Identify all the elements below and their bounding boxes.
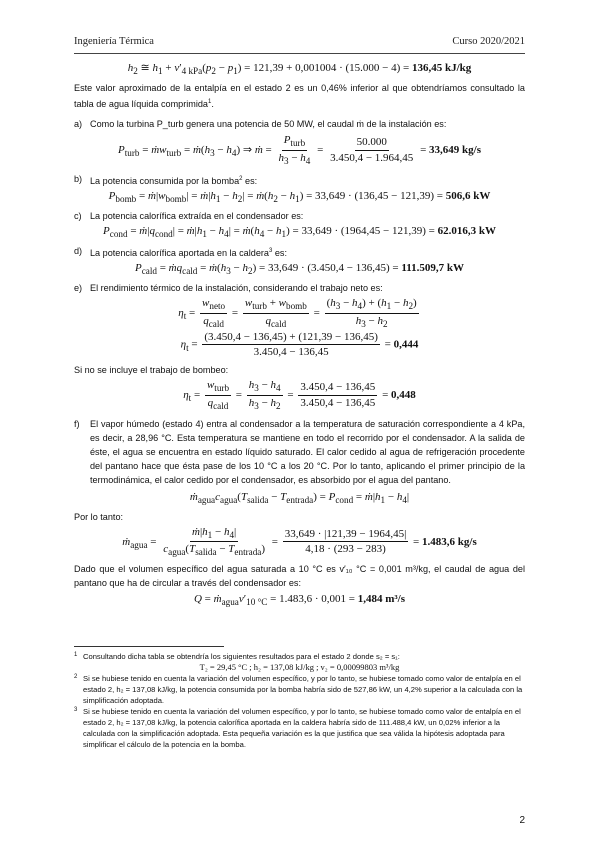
header-course-year: Curso 2020/2021 [452,36,525,47]
footnote-ref-2: 2 [239,175,243,182]
item-e-text: El rendimiento térmico de la instalación, considerando el trabajo neto es: [90,283,383,294]
equation-h2: $h_2$ ≅ $h_1 + v'_{4 kPa}(p_2 - p_1) = 121,39 + 0,001004 \cdot (15.000 - 4) = 136,45$ kJ/kg [127,62,472,77]
pump-power-result: 506,6 kW [445,189,491,202]
header-rule [74,53,525,54]
item-e-label: e) [74,283,83,294]
volume-flow-result: 1,484 m³/s [357,593,406,606]
h2-result: 136,45 kJ/kg [411,62,472,74]
header-course-name: Ingeniería Térmica [74,36,154,47]
item-d-tail: es: [272,248,287,259]
footnote-3-text: Si se hubiese tenido en cuenta la variación del volumen específico, y por lo tanto, se hubiese tomado como valor de entalpía en el estado 2, h₂ = 137,08 kJ/kg, la potencia calorífica aportada en la caldera habría sido de 111.488,4 kW, un 0,02% inferior a la calculada con la simplificación adoptada. Esta pequeña variación es la que justifica que sea válida la hipótesis adoptada para simplificar el cálculo de la potencia en la bomba. [83,707,521,749]
item-a [74,117,525,131]
no-pump-text: Si no se incluye el trabajo de bombeo: [74,365,229,376]
item-d [74,244,525,260]
water-flow-result: 1.483,6 kg/s [422,535,477,548]
item-f [74,417,525,487]
item-b-text: La potencia consumida por la bomba [90,175,240,186]
item-c [74,209,525,223]
item-b [74,172,525,188]
dado-text: Dado que el volumen específico del agua saturada a 10 °C es v′₁₀ °C = 0,001 m³/kg, el caudal de agua del pantano que ha de circular a través del condensador es: [74,564,525,589]
footnote-1-text: Consultando dicha tabla se obtendría los siguientes resultados para el estado 2 donde s₂ = s₁: [83,652,400,661]
item-e [74,281,525,295]
equation-pump-power: $P_{bomb}$ = $ṁ|w_{bomb}|$ = $ṁ|h_1 - h_2|$ = $ṁ(h_2 - h_1) = 33,649 \cdot (136,45 - 121,39) = 506,6$ kW [108,189,491,204]
footnote-1 [74,651,525,662]
page-body [74,62,525,608]
item-d-label: d) [74,246,83,257]
footnote-2-text: Si se hubiese tenido en cuenta la variación del volumen específico, y por lo tanto, se hubiese tomado como valor de entalpía en el estado 2, h₂ = 137,08 kJ/kg, la potencia consumida por la bomba habría sido de 527,86 kW, un 4,2% superior a la calculada con la simplificación adoptada. [83,674,523,705]
item-c-label: c) [74,210,82,221]
por-lo-tanto-text: Por lo tanto: [74,511,124,522]
item-c-text: La potencia calorífica extraída en el condensador es: [90,210,304,221]
equation-efficiency-no-pump: $\eta_t$ = $\frac{w_{turb}}{q_{cald}}$ = $\frac{h_3 - h_4}{h_3 - h_2}$ = $\frac{3.450,4 - 136,45}{3.450,4 - 136,45}$ = 0,448 [183,379,416,411]
item-a-text: Como la turbina P_turb genera una potencia de 50 MW, el caudal ṁ de la instalación es: [90,119,447,130]
equation-water-flow: ṁ$_{agua}$ = $\frac{ṁ|h_1 - h_4|}{c_{agua}(T_{salida} - T_{entrada})}$ = $\frac{33,649 \cdot |121,39 - 1964,45|}{4,18 \cdot (293 - 283)}$ = 1.483,6 kg/s [122,525,477,558]
equation-energy-balance: $ṁ_{agua}c_{agua}(T_{salida} - T_{entrada}) = P_{cond}$ = $ṁ|h_1 - h_4|$ [189,490,410,505]
intro-paragraph: Este valor aproximado de la entalpía en el estado 2 es un 0,46% inferior al que obtendríamos consultado la tabla de agua líquida comprimida$^1$. [74,83,525,110]
condenser-power-result: 62.016,3 kW [437,224,496,237]
intro-text: Este valor aproximado de la entalpía en el estado 2 es un 0,46% inferior al que obtendríamos consultado la tabla de agua líquida comprimida [74,83,525,110]
page-number: 2 [519,815,525,826]
item-a-label: a) [74,119,83,130]
footnote-3 [74,706,525,750]
equation-boiler-power: $P_{cald}$ = ṁq$_{cald}$ = $ṁ(h_3 - h_2) = 33,649 \cdot (3.450,4 - 136,45) = 111.509,7$ kW [134,262,465,277]
boiler-power-result: 111.509,7 kW [401,262,465,275]
footnote-ref-3: 3 [268,248,273,255]
footnote-rule [74,646,224,647]
equation-volume-flow: $Q = ṁ_{agua}v'_{10 ^\circ C} = 1.483,6 \cdot 0,001 = 1,484$ m³/s [193,593,406,608]
footnote-ref-1: 1 [207,99,212,106]
footnotes [74,651,525,750]
item-b-label: b) [74,173,83,184]
item-b-tail: es: [242,175,258,186]
item-f-label: f) [74,418,80,429]
equation-mass-flow: $P_{turb}$ = ṁw$_{turb}$ = $ṁ(h_3 - h_4)$ ⇒ ṁ = $\frac{P_{turb}}{h_3 - h_4}$ = $\frac{50.000}{3.450,4 - 1.964,45}$ = 33,649 kg/s [117,134,481,167]
equation-efficiency-value: $\eta_t$ = $\frac{(3.450,4 - 136,45) + (121,39 - 136,45)}{3.450,4 - 136,45}$ = 0,444 [180,330,419,359]
item-d-text: La potencia calorífica aportada en la caldera [90,248,269,259]
footnote-2-mark: 2 [74,674,78,680]
footnote-1-mark: 1 [74,652,78,658]
footnote-1-equation: T₂ = 29,45 °C ; h₂ = 137,08 kJ/kg ; v₂ = 0,00099803 m³/kg [199,662,400,672]
equation-efficiency-def: $\eta_t$ = $\frac{w_{neto}}{q_{cald}}$ = $\frac{w_{turb} + w_{bomb}}{q_{cald}}$ = $\frac{(h_3 - h_4) + (h_1 - h_2)}{h_3 - h_2}$ [178,297,417,330]
efficiency-result: 0,444 [393,338,419,351]
item-f-text: El vapor húmedo (estado 4) entra al condensador a la temperatura de saturación correspondiente a 4 kPa, es decir, a 28,96 °C. Esta temperatura se mantiene en todo el recorrido por el condensador. A la salida de éste, el agua se encuentra en estado líquido saturado. El calor cedido al agua de refrigeración procedente del pantano hace que ésta pase de los 10 °C a los 20 °C. Por lo tanto, aplicando el primer principio de la termodinámica, el calor cedido por el condensador, es absorbido por el agua del pantano. [90,418,525,485]
equation-condenser-power: $P_{cond}$ = $ṁ|q_{cond}|$ = $ṁ|h_1 - h_4|$ = $ṁ(h_4 - h_1) = 33,649 \cdot (1964,45 - 121,39) = 62.016,3$ kW [103,224,496,240]
footnote-2 [74,673,525,706]
footnote-3-mark: 3 [74,707,78,713]
efficiency-no-pump-result: 0,448 [391,388,416,401]
mass-flow-result: 33,649 kg/s [429,143,481,156]
